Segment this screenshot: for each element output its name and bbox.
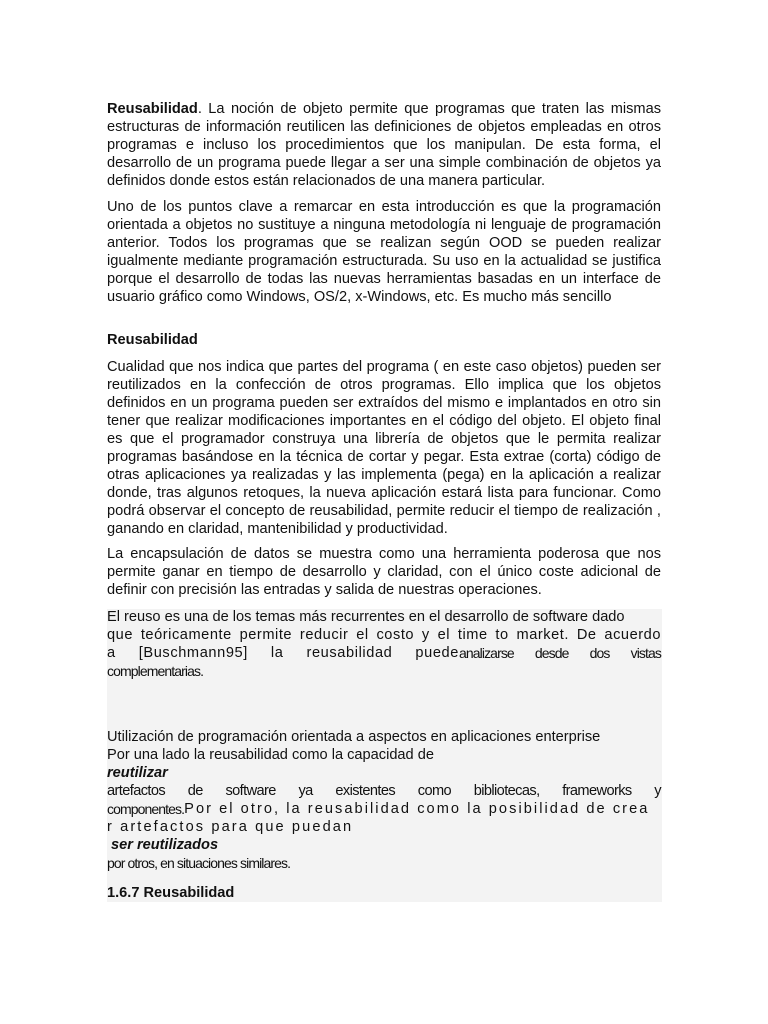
paragraph-body: Uno de los puntos clave a remarcar en esta introducción es que la programación orientada a objetos no sustituye a ninguna metodología ni lenguaje de programación anterior. Todos los programas que se realizan según OOD se pueden realizar igualmente mediante programación estructurada. Su uso en la actualidad se justifica porque el desarrollo de todas las nuevas herramientas basadas en un interface de usuario gráfico como Windows, OS/2, x-Windows, etc. Es mucho más sencillo (107, 199, 661, 305)
text-fragment (107, 644, 459, 662)
text-line: Utilización de programación orientada a aspectos en aplicaciones enterprise (107, 729, 601, 745)
paragraph-aspectos (107, 728, 661, 872)
section-heading: 1.6.7 Reusabilidad (107, 885, 235, 901)
paragraph-body: Cualidad que nos indica que partes del programa ( en este caso objetos) pueden ser reutilizados en la confección de otros programas. Ello implica que los objetos definidos en un programa pueden ser extraídos del mismo e implantados en otro sin tener que realizar modificaciones importantes en el código del objeto. El objeto final es que el programador construya una librería de objetos que le permita realizar programas basándose en la técnica de cortar y pegar. Esta extrae (corta) código de otras aplicaciones ya realizadas y las implementa (pega) en la aplicación a realizar donde, tras algunos retoques, la nueva aplicación estará lista para funcionar. Como podrá observar el concepto de reusabilidad, permite reducir el tiempo de realización , ganando en claridad, mantenibilidad y productividad. (107, 359, 661, 537)
paragraph-body: . La noción de objeto permite que programas que traten las mismas estructuras de información reutilicen las definiciones de objetos empleadas en otros programas e incluso los procedimientos que los manipulan. De esta forma, el desarrollo de un programa puede llegar a ser una simple combinación de objetos ya definidos donde estos están relacionados de una manera particular. (107, 101, 661, 189)
text-fragment: componentes. (107, 801, 185, 817)
text-fragment: Por el otro, la reusabilidad como la posibilidad de crea (184, 801, 650, 817)
text-line: que teóricamente permite reducir el costo y el time to market. De acuerdo (107, 627, 661, 643)
paragraph-reuso (107, 608, 661, 680)
text-line: por otros, en situaciones similares. (107, 855, 291, 871)
section-heading: Reusabilidad (107, 332, 198, 348)
heading-reusabilidad (107, 331, 661, 349)
text-line: artefactos de software ya existentes como bibliotecas, frameworks y (107, 783, 661, 799)
text-line (107, 800, 661, 818)
text-line: Por una lado la reusabilidad como la capacidad de (107, 747, 434, 763)
text-line: complementarias. (107, 663, 204, 679)
paragraph-encapsulacion (107, 545, 661, 599)
text-fragment: a [Buschmann95] la reusabilidad puede (107, 645, 459, 661)
paragraph-body: La encapsulación de datos se muestra como una herramienta poderosa que nos permite ganar en tiempo de desarrollo y claridad, con el único coste adicional de definir con precisión las entradas y salida de nuestras operaciones. (107, 546, 661, 598)
text-line: El reuso es una de los temas más recurrentes en el desarrollo de software dado (107, 609, 625, 625)
paragraph-reusabilidad-intro (107, 100, 661, 190)
text-line (107, 644, 661, 662)
paragraph-oop-intro (107, 198, 661, 306)
bold-italic-term: ser reutilizados (111, 837, 219, 853)
paragraph-lead-term: Reusabilidad (107, 101, 198, 117)
text-line: r artefactos para que puedan (107, 819, 354, 835)
bold-italic-term: reutilizar (107, 765, 168, 781)
text-fragment: analizarse desde dos vistas (459, 645, 661, 661)
paragraph-cualidad (107, 358, 661, 538)
heading-section-167 (107, 884, 661, 902)
